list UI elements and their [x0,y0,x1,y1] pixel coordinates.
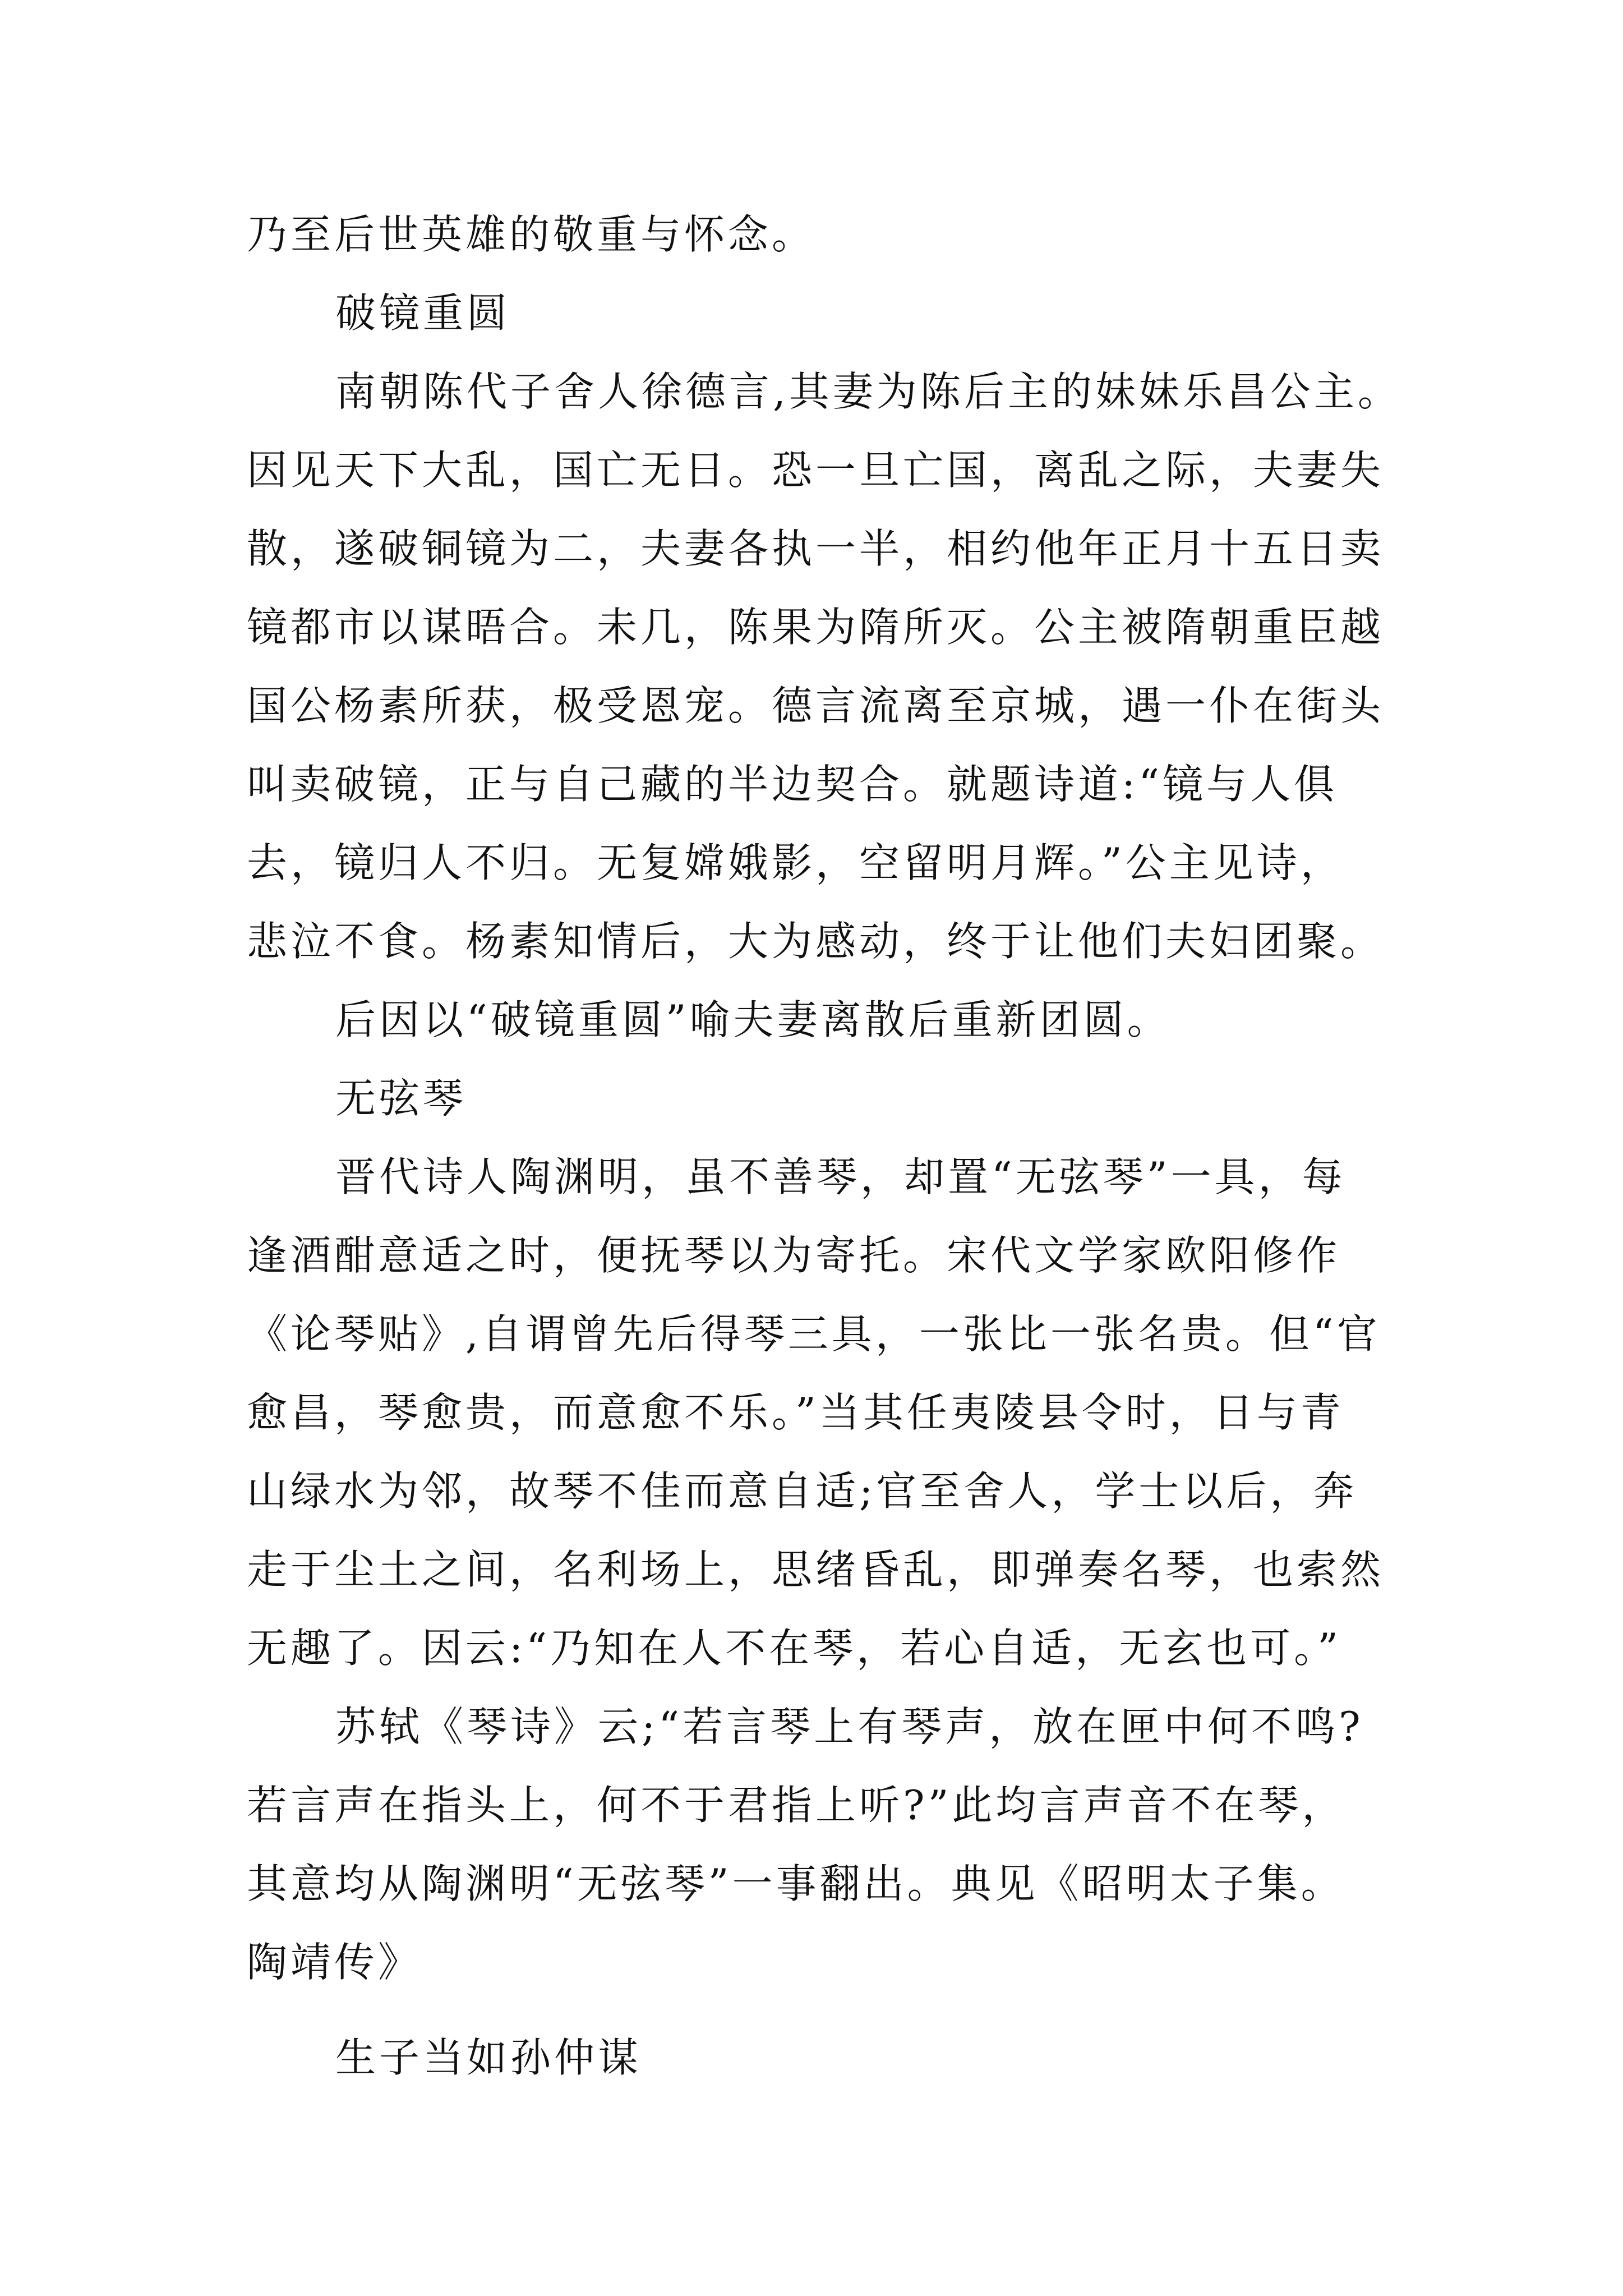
text-line-22: 其意均从陶渊明“无弦琴”一事翻出。典见《昭明太子集。 [247,1860,1345,1907]
text-line-14: 逢酒酣意适之时，便抚琴以为寄托。宋代文学家欧阳修作 [247,1232,1341,1279]
text-line-10: 悲泣不食。杨素知情后，大为感动，终于让他们夫妇团聚。 [247,918,1385,965]
text-line-4: 因见天下大乱，国亡无日。恐一旦亡国，离乱之际，夫妻失 [247,447,1385,494]
text-line-17: 山绿水为邻，故琴不佳而意自适;官至舍人，学士以后，奔 [247,1467,1358,1515]
text-line-6: 镜都市以谋晤合。未几，陈果为隋所灭。公主被隋朝重臣越 [247,604,1385,651]
text-line-18: 走于尘土之间，名利场上，思绪昏乱，即弹奏名琴，也索然 [247,1546,1385,1593]
text-line-15: 《论琴贴》,自谓曾先后得琴三具，一张比一张名贵。但“官 [247,1310,1381,1358]
text-line-1: 乃至后世英雄的敬重与怀念。 [247,211,816,258]
text-line-11: 后因以“破镜重圆”喻夫妻离散后重新团圆。 [335,996,1171,1043]
text-line-20: 苏轼《琴诗》云;“若言琴上有琴声，放在匣中何不鸣? [335,1703,1364,1750]
text-line-16: 愈昌，琴愈贵，而意愈不乐。”当其任夷陵县令时，日与青 [247,1389,1344,1436]
text-line-5: 散，遂破铜镜为二，夫妻各执一半，相约他年正月十五日卖 [247,525,1385,572]
text-line-19: 无趣了。因云:“乃知在人不在琴，若心自适，无玄也可。” [247,1625,1341,1672]
text-line-3: 南朝陈代子舍人徐德言,其妻为陈后主的妹妹乐昌公主。 [335,368,1401,415]
section-heading-broken-mirror: 破镜重圆 [335,289,511,337]
section-heading-sun-zhongmou: 生子当如孙仲谋 [335,2034,642,2081]
text-line-7: 国公杨素所获，极受恩宠。德言流离至京城，遇一仆在街头 [247,682,1385,729]
section-heading-stringless-zither: 无弦琴 [335,1075,467,1122]
text-line-23: 陶靖传》 [247,1939,422,1986]
text-line-13: 晋代诗人陶渊明，虽不善琴，却置“无弦琴”一具，每 [335,1153,1346,1200]
text-line-9: 去，镜归人不归。无复嫦娥影，空留明月辉。”公主见诗， [247,839,1344,886]
text-line-8: 叫卖破镜，正与自己藏的半边契合。就题诗道:“镜与人俱 [247,761,1338,808]
text-line-21: 若言声在指头上，何不于君指上听?”此均言声音不在琴， [247,1782,1346,1829]
